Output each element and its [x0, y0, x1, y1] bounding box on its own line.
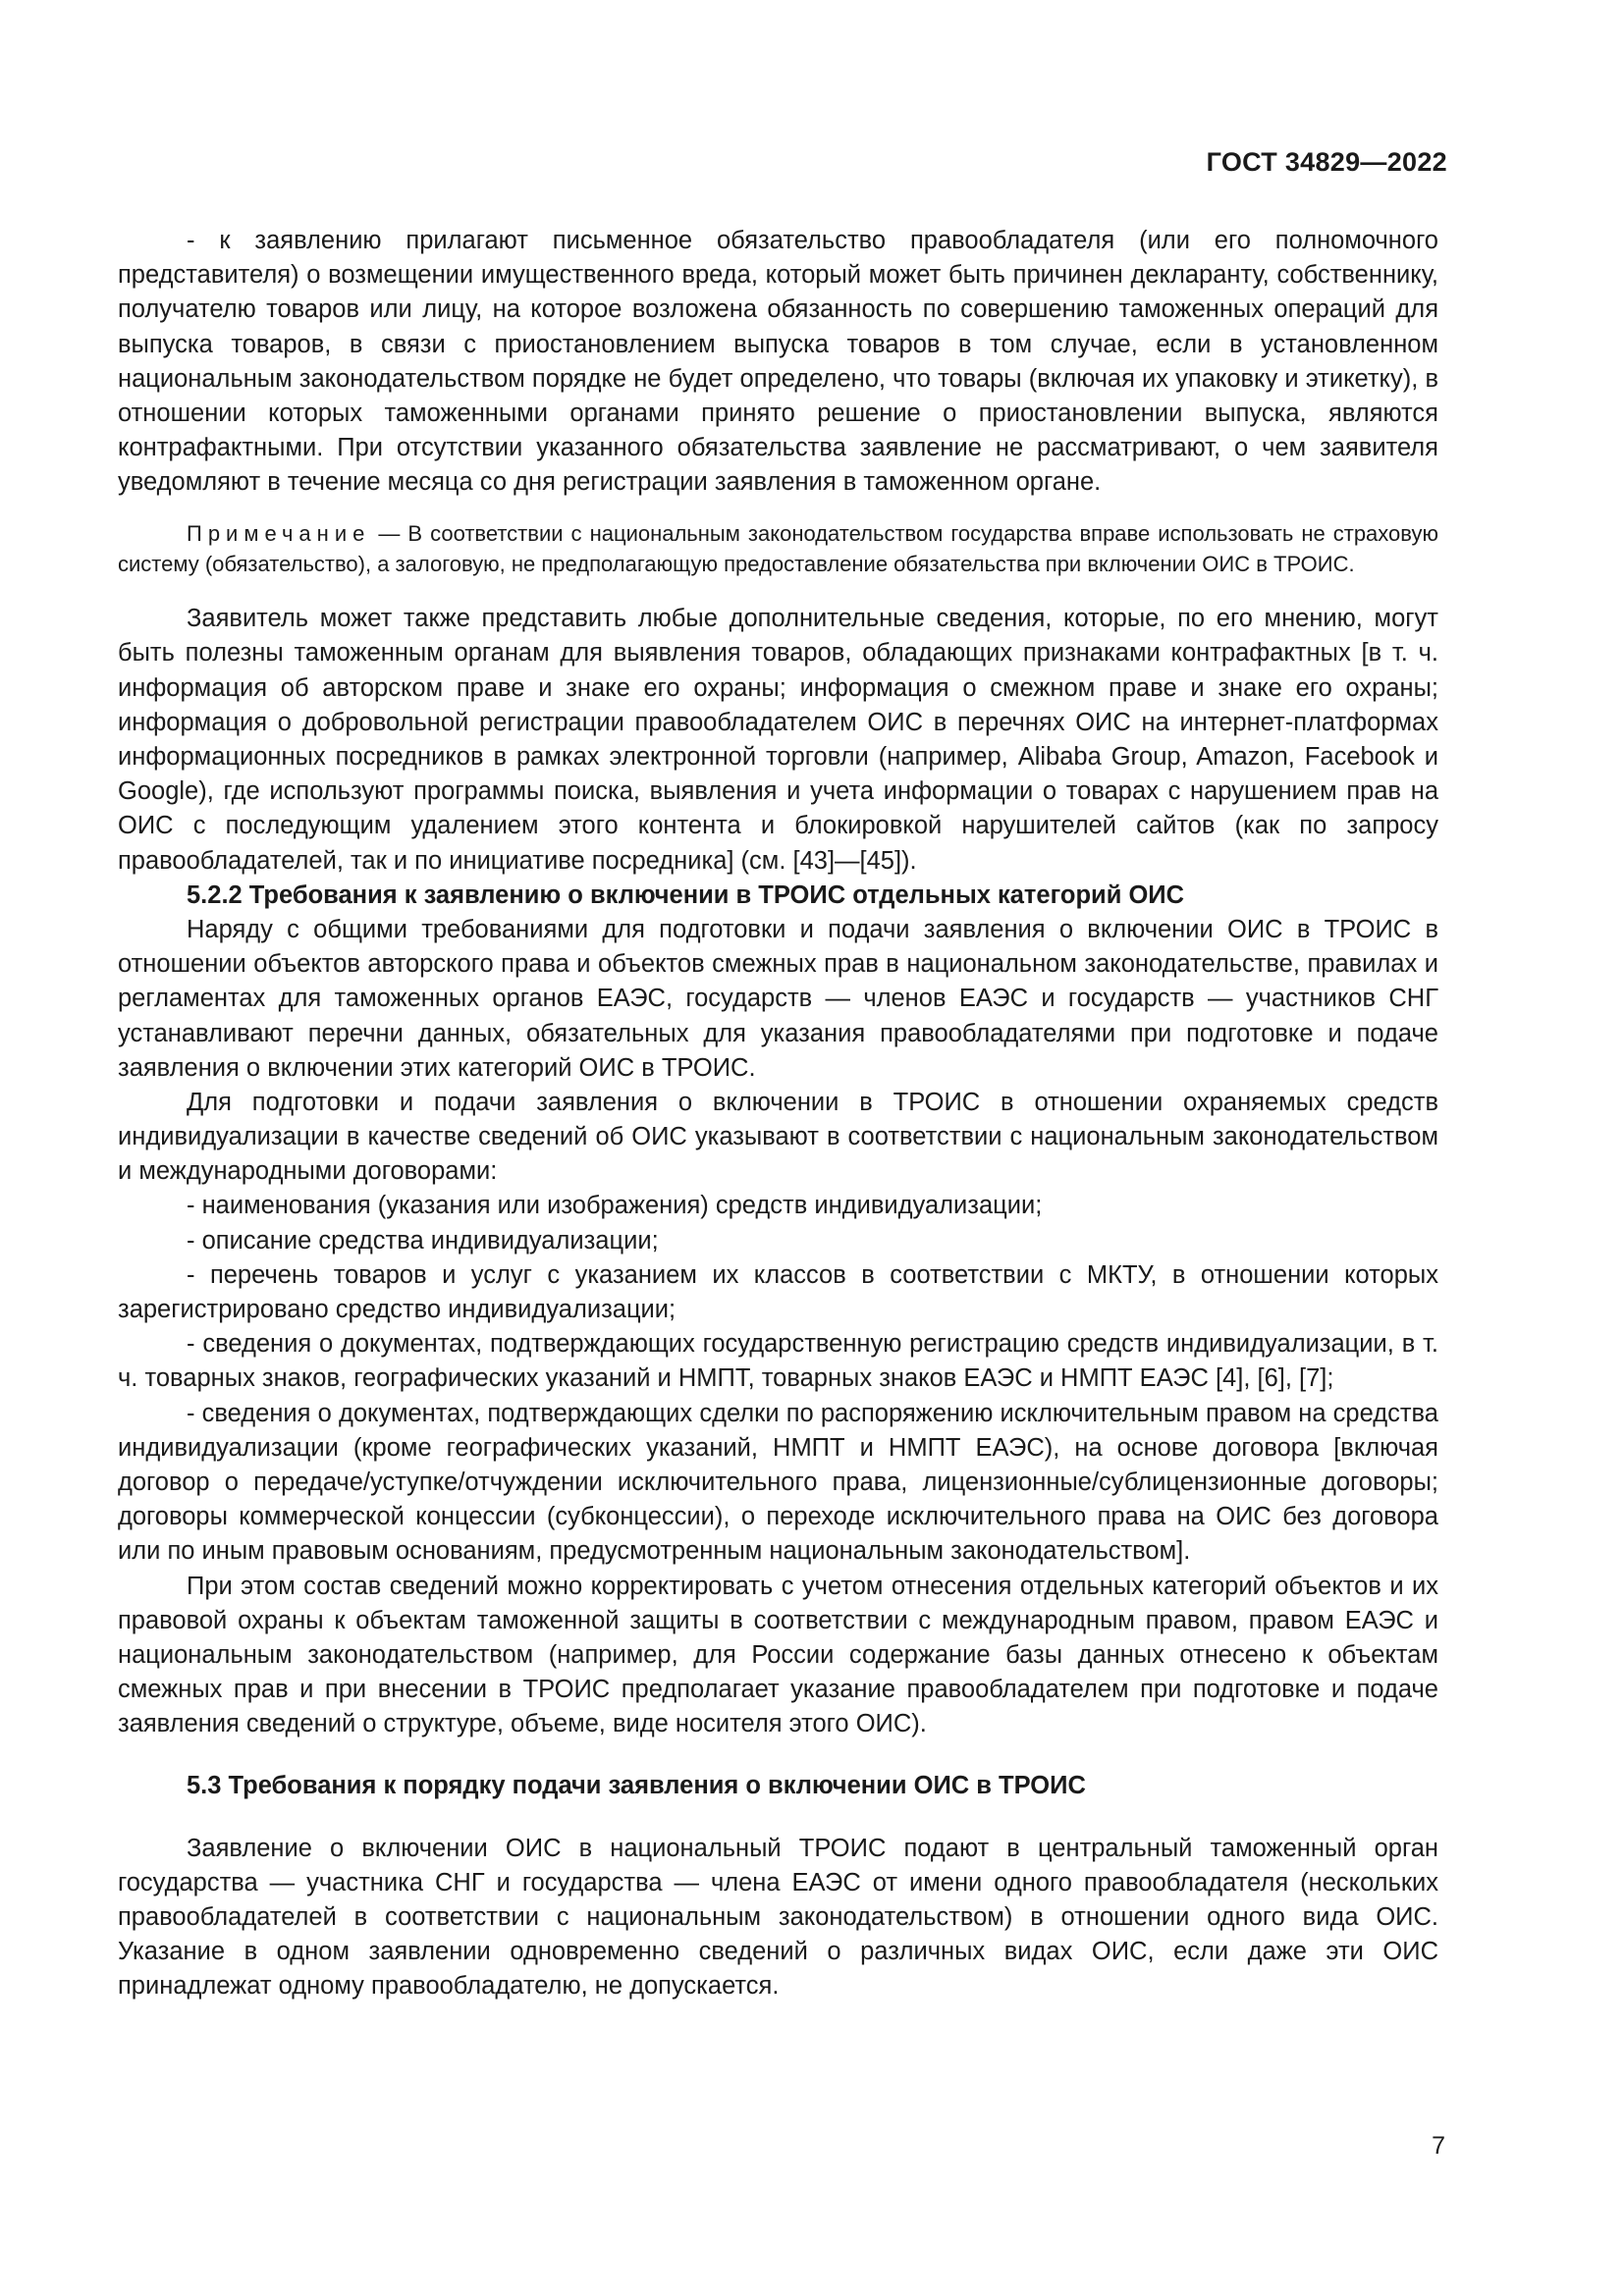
list-item-names: - наименования (указания или изображения) средств индивидуализации; [187, 1192, 1043, 1220]
section-heading-5-3: 5.3 Требования к порядку подачи заявления о включении ОИС в ТРОИС [187, 1772, 1086, 1800]
document-standard-number: ГОСТ 34829—2022 [1206, 147, 1447, 177]
paragraph-obligation: - к заявлению прилагают письменное обязательство правообладателя (или его полномочного представителя) о возмещении имущественного вреда, который может быть причинен декларанту, собственнику, получателю товаров или лицу, на которое возложена обязанность по совершению таможенных операций для выпуска товаров, в связи с приостановлением выпуска товаров в том случае, если в установленном национальным законодательством порядке не будет определено, что товары (включая их упаковку и этикетку), в отношении которых таможенными органами принято решение о приостановлении выпуска, являются контрафактными. При отсутствии указанного обязательства заявление не рассматривают, о чем заявителя уведомляют в течение месяца со дня регистрации заявления в таможенном органе. [118, 227, 1438, 497]
paragraph-additional-info: Заявитель может также представить любые дополнительные сведения, которые, по его мнению, могут быть полезны таможенным органам для выявления товаров, обладающих признаками контрафактных [в т. ч. информация об авторском праве и знаке его охраны; информация о смежном праве и знаке его охраны; информация о добровольной регистрации правообладателем ОИС в перечнях ОИС на интернет-платформах информационных посредников в рамках электронной торговли (например, Alibaba Group, Amazon, Facebook и Google), где используют программы поиска, выявления и учета информации о товарах с нарушением прав на ОИС с последующим удалением этого контента и блокировкой нарушителей сайтов (как по запросу правообладателей, так и по инициативе посредника] (см. [43]—[45]). [118, 605, 1438, 875]
list-item-transaction-documents: - сведения о документах, подтверждающих сделки по распоряжению исключительным правом на средства индивидуализации (кроме географических указаний, НМПТ и НМПТ ЕАЭС), на основе договора [включая договор о передаче/уступке/отчуждении исключительного права, лицензионные/сублицензионные договоры; договоры коммерческой концессии (субконцессии), о переходе исключительного права на ОИС без договора или по иным правовым основаниям, предусмотренным национальным законодательством]. [118, 1399, 1438, 1566]
note-label: Примечание [187, 520, 371, 546]
page-number: 7 [1432, 2132, 1445, 2160]
section-heading-5-2-2: 5.2.2 Требования к заявлению о включении в ТРОИС отдельных категорий ОИС [187, 881, 1185, 909]
note [118, 518, 1438, 581]
document-body [118, 224, 1438, 2004]
list-item-goods-services: - перечень товаров и услуг с указанием их классов в соответствии с МКТУ, в отношении которых зарегистрировано средство индивидуализации; [118, 1260, 1438, 1324]
list-item-description: - описание средства индивидуализации; [187, 1226, 659, 1255]
list-item-registration-documents: - сведения о документах, подтверждающих государственную регистрацию средств индивидуализации, в т. ч. товарных знаков, географических указаний и НМПТ, товарных знаков ЕАЭС и НМПТ ЕАЭС [4], [6], [7]; [118, 1330, 1438, 1393]
paragraph-general-requirements: Наряду с общими требованиями для подготовки и подачи заявления о включении ОИС в ТРОИС в отношении объектов авторского права и объектов смежных прав в национальном законодательстве, правилах и регламентах для таможенных органов ЕАЭС, государств — членов ЕАЭС и государств — участников СНГ устанавливают перечни данных, обязательных для указания правообладателями при подготовке и подаче заявления о включении этих категорий ОИС в ТРОИС. [118, 915, 1438, 1082]
paragraph-composition: При этом состав сведений можно корректировать с учетом отнесения отдельных категорий объектов и их правовой охраны к объектам таможенной защиты в соответствии с международным правом, правом ЕАЭС и национальным законодательством (например, для России содержание базы данных отнесено к объектам смежных прав и при внесении в ТРОИС предполагает указание правообладателем при подготовке и подаче заявления сведений о структуре, объеме, виде носителя этого ОИС). [118, 1572, 1438, 1738]
note-text: — В соответствии с национальным законодательством государства вправе использовать не страховую систему (обязательство), а залоговую, не предполагающую предоставление обязательства при включении ОИС в ТРОИС. [118, 520, 1438, 577]
paragraph-individualization-means: Для подготовки и подачи заявления о включении в ТРОИС в отношении охраняемых средств индивидуализации в качестве сведений об ОИС указывают в соответствии с национальным законодательством и международными договорами: [118, 1088, 1438, 1186]
paragraph-filing-procedure: Заявление о включении ОИС в национальный ТРОИС подают в центральный таможенный орган государства — участника СНГ и государства — члена ЕАЭС от имени одного правообладателя (нескольких правообладателей в соответствии с национальным законодательством) в отношении одного вида ОИС. Указание в одном заявлении одновременно сведений о различных видах ОИС, если даже эти ОИС принадлежат одному правообладателю, не допускается. [118, 1834, 1438, 2001]
